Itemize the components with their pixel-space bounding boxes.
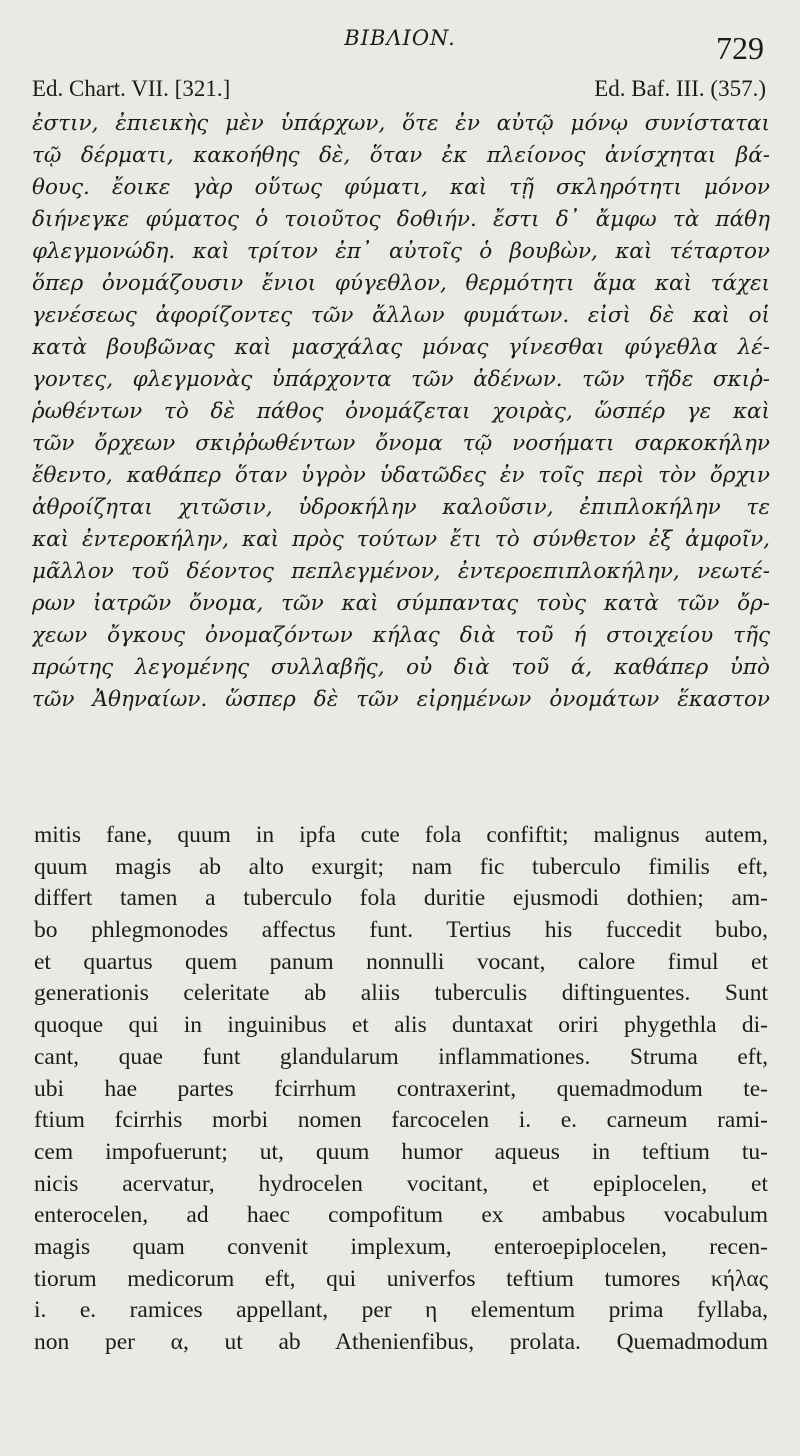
running-title: BIBΛION. xyxy=(344,26,456,50)
greek-line: γοντες, φλεγμονὰς ὑπάρχοντα τῶν ἀδένων. τῶν τῆδε σκιῤ- xyxy=(32,367,770,392)
greek-line: ρων ἰατρῶν ὄνομα, τῶν καὶ σύμπαντας τοὺς κατὰ τῶν ὄρ- xyxy=(32,591,770,616)
greek-line: ἐστιν, ἐπιεικὴς μὲν ὑπάρχων, ὅτε ἐν αὐτῷ μόνῳ συνίσταται xyxy=(32,111,770,136)
edition-reference-right: Ed. Baf. III. (357.) xyxy=(594,76,766,101)
latin-line: bo phlegmonodes affectus funt. Tertius his fuccedit bubo, xyxy=(34,917,768,944)
latin-line: enterocelen, ad haec compofitum ex ambabus vocabulum xyxy=(34,1202,768,1229)
latin-line: mitis fane, quum in ipfa cute fola confiftit; malignus autem, xyxy=(34,822,768,848)
greek-line: μᾶλλον τοῦ δέοντος πεπλεγμένον, ἐντεροεπιπλοκήλην, νεωτέ- xyxy=(32,559,770,584)
latin-line: tiorum medicorum eft, qui univerfos teftium tumores κήλας xyxy=(34,1265,768,1292)
latin-line: i. e. ramices appellant, per η elementum prima fyllaba, xyxy=(34,1297,768,1324)
edition-reference-left: Ed. Chart. VII. [321.] xyxy=(32,76,231,101)
latin-line: ftium fcirrhis morbi nomen farcocelen i. e. carneum rami- xyxy=(34,1107,768,1134)
greek-line: θους. ἔοικε γὰρ οὕτως φύματι, καὶ τῇ σκληρότητι μόνον xyxy=(32,175,770,200)
greek-text-block xyxy=(32,108,770,716)
page-number: 729 xyxy=(716,30,764,66)
greek-line: διήνεγκε φύματος ὁ τοιοῦτος δοθιήν. ἔστι δ᾽ ἄμφω τὰ πάθη xyxy=(32,207,770,232)
latin-text-block xyxy=(34,820,768,1359)
latin-line: et quartus quem panum nonnulli vocant, calore fimul et xyxy=(34,948,768,975)
greek-line: κατὰ βουβῶνας καὶ μασχάλας μόνας γίνεσθαι φύγεθλα λέ- xyxy=(32,335,770,360)
latin-line: nicis acervatur, hydrocelen vocitant, et epiplocelen, et xyxy=(34,1170,768,1197)
latin-line: cem impofuerunt; ut, quum humor aqueus in teftium tu- xyxy=(34,1138,768,1165)
latin-line: magis quam convenit implexum, enteroepiplocelen, recen- xyxy=(34,1233,768,1260)
greek-line: φλεγμονώδη. καὶ τρίτον ἐπ᾽ αὐτοῖς ὁ βουβὼν, καὶ τέταρτον xyxy=(32,239,770,264)
greek-line: ῥωθέντων τὸ δὲ πάθος ὀνομάζεται χοιρὰς, ὥσπέρ γε καὶ xyxy=(32,399,770,424)
greek-line: πρώτης λεγομένης συλλαβῆς, οὐ διὰ τοῦ ά, καθάπερ ὑπὸ xyxy=(32,655,770,680)
greek-line: ἀθροίζηται χιτῶσιν, ὑδροκήλην καλοῦσιν, ἐπιπλοκήλην τε xyxy=(32,495,770,520)
greek-line: τῷ δέρματι, κακοήθης δὲ, ὅταν ἐκ πλείονος ἀνίσχηται βά- xyxy=(32,143,770,168)
latin-line: quoque qui in inguinibus et alis duntaxat oriri phygethla di- xyxy=(34,1012,768,1039)
latin-line: quum magis ab alto exurgit; nam fic tuberculo fimilis eft, xyxy=(34,853,768,880)
greek-line: χεων ὄγκους ὀνομαζόντων κήλας διὰ τοῦ ή στοιχείου τῆς xyxy=(32,623,770,648)
greek-line: τῶν Ἀθηναίων. ὥσπερ δὲ τῶν εἰρημένων ὀνομάτων ἕκαστον xyxy=(32,687,770,712)
latin-line: cant, quae funt glandularum inflammationes. Struma eft, xyxy=(34,1043,768,1070)
greek-line: καὶ ἐντεροκήλην, καὶ πρὸς τούτων ἔτι τὸ σύνθετον ἐξ ἀμφοῖν, xyxy=(32,527,770,552)
latin-line: differt tamen a tuberculo fola duritie ejusmodi dothien; am- xyxy=(34,885,768,912)
latin-line: ubi hae partes fcirrhum contraxerint, quemadmodum te- xyxy=(34,1075,768,1102)
greek-line: γενέσεως ἀφορίζοντες τῶν ἄλλων φυμάτων. εἰσὶ δὲ καὶ οἱ xyxy=(32,303,770,328)
greek-line: ὅπερ ὀνομάζουσιν ἔνιοι φύγεθλον, θερμότητι ἅμα καὶ τάχει xyxy=(32,271,770,296)
greek-line: τῶν ὄρχεων σκιῤῥωθέντων ὄνομα τῷ νοσήματι σαρκοκήλην xyxy=(32,431,770,456)
latin-line: non per α, ut ab Athenienfibus, prolata. Quemadmodum xyxy=(34,1329,768,1355)
latin-line: generationis celeritate ab aliis tuberculis diftinguentes. Sunt xyxy=(34,980,768,1007)
greek-line: ἔθεντο, καθάπερ ὅταν ὑγρὸν ὑδατῶδες ἐν τοῖς περὶ τὸν ὄρχιν xyxy=(32,463,770,488)
